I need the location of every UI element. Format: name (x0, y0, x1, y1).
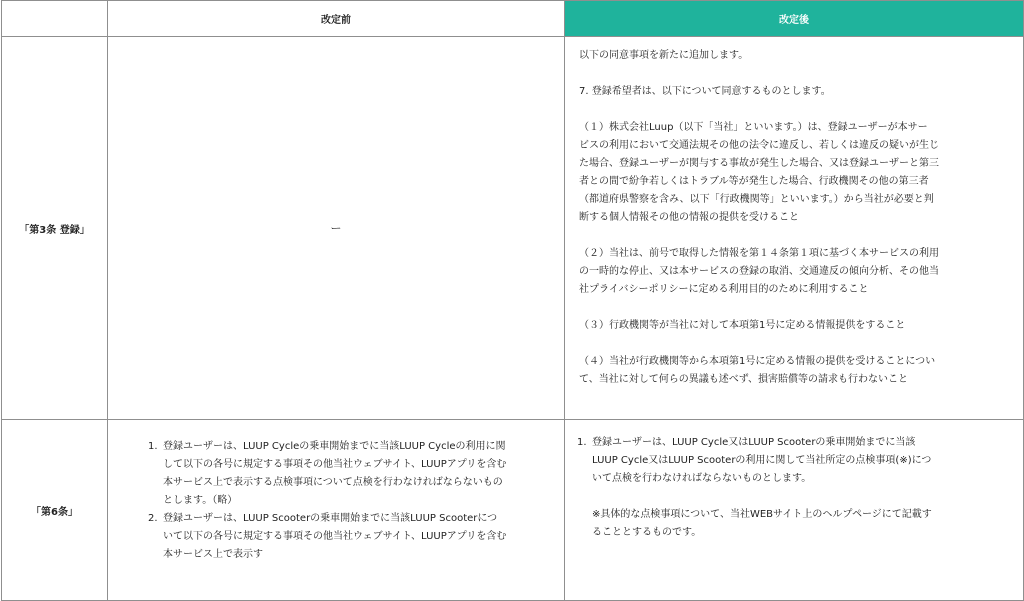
paragraph: （３）行政機関等が当社に対して本項第1号に定める情報提供をすること (579, 320, 906, 331)
paragraph: 7. 登録希望者は、以下について同意するものとします。 (579, 86, 831, 97)
header-row (2, 1, 1024, 37)
before-list (148, 438, 552, 564)
item-number: 1. (577, 437, 587, 448)
comparison-table (1, 0, 1024, 601)
after-cell (565, 37, 1024, 420)
list-item (577, 434, 1009, 488)
after-column-header: 改定後 (565, 1, 1024, 37)
list-item (148, 510, 552, 564)
before-cell-empty: ー (108, 37, 565, 420)
paragraph: （４）当社が行政機関等から本項第1号に定める情報の提供を受けることについ て、当社に対して何らの異議も述べず、損害賠償等の請求も行わないこと (579, 356, 936, 385)
after-cell (565, 420, 1024, 601)
table-row (2, 37, 1024, 420)
list-item (148, 438, 552, 510)
after-list (577, 434, 1009, 488)
item-number: 2. (148, 513, 158, 524)
corner-header (2, 1, 108, 37)
paragraph: （２）当社は、前号で取得した情報を第１４条第１項に基づく本サービスの利用 の一時的な停止、又は本サービスの登録の取消、交通違反の傾向分析、その他当 社プライバシーポリシーに定める利用目的のために利用すること (579, 248, 939, 295)
footnote: ※具体的な点検事項について、当社WEBサイト上のヘルプページにて記載す ることとするものです。 (592, 509, 932, 538)
item-text: 登録ユーザーは、LUUP Cycle又はLUUP Scooterの乗車開始までに当該 LUUP Cycle又はLUUP Scooterの利用に関して当社所定の点検事項(※)につ いて点検を行わなければならないものとします。 (592, 437, 932, 484)
item-number: 1. (148, 441, 158, 452)
paragraph: （１）株式会社Luup（以下「当社」といいます。）は、登録ユーザーが本サー ビスの利用において交通法規その他の法令に違反し、若しくは違反の疑いが生じ た場合、登録ユーザーが関与する事故が発生した場合、又は登録ユーザーと第三 者との間で紛争若しくはトラブル等が発生した場合、行政機関その他の第三者 （都道府県警察を含み、以下「行政機関等」といいます。）から当社が必要と判 断する個人情報その他の情報の提供を受けること (579, 122, 939, 223)
paragraph: 以下の同意事項を新たに追加します。 (579, 50, 749, 61)
item-text: 登録ユーザーは、LUUP Scooterの乗車開始までに当該LUUP Scooterにつ いて以下の各号に規定する事項その他当社ウェブサイト、LUUPアプリを含む 本サービス上で表示す (163, 513, 507, 560)
before-cell (108, 420, 565, 601)
item-text: 登録ユーザーは、LUUP Cycleの乗車開始までに当該LUUP Cycleの利用に関 して以下の各号に規定する事項その他当社ウェブサイト、LUUPアプリを含む 本サービス上で表示する点検事項について点検を行わなければならないもの とします。（略） (163, 441, 507, 506)
row-label: 「第6条」 (2, 420, 108, 601)
before-column-header: 改定前 (108, 1, 565, 37)
table-row (2, 420, 1024, 601)
row-label: 「第3条 登録」 (2, 37, 108, 420)
